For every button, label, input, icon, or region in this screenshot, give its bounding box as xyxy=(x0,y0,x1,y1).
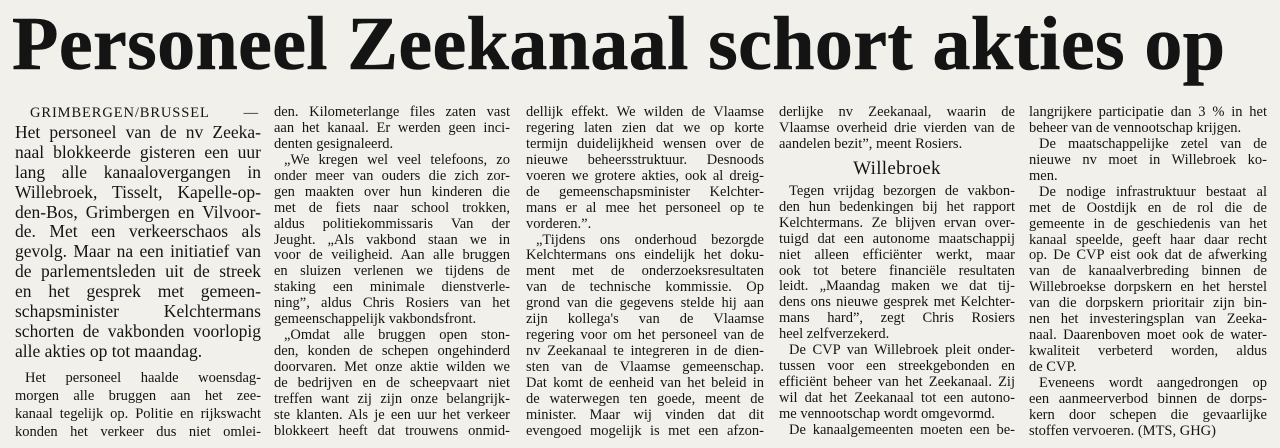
text-line: voor de veiligheid. Aan alle bruggen xyxy=(274,247,510,264)
paragraph xyxy=(15,369,261,441)
paragraph xyxy=(274,153,510,328)
text-line: aandelen bezit”, meent Rosiers. xyxy=(779,135,963,152)
text-line: mans er al mee het personeel op te xyxy=(526,199,764,216)
text-line: aldus politiekommissaris Van der xyxy=(274,215,510,232)
text-line: evengoed mogelijk is met een afzon- xyxy=(526,422,764,439)
text-line: gen maakten over hun kinderen die xyxy=(274,183,510,200)
text-line: minister. Maar wij vinden dat dit xyxy=(526,406,764,423)
text-line: nieuwe nv moet in Willebroek ko- xyxy=(1029,151,1267,168)
text-line: ook tot betere financiële resultaten xyxy=(779,262,1015,279)
text-line: kanaal speelde, geeft haar daar recht xyxy=(1029,231,1267,248)
text-line: wil dat het Zeekanaal tot een autono- xyxy=(779,390,1015,406)
paragraph xyxy=(779,343,1015,423)
text-line: Tegen vrijdag bezorgen de vakbon- xyxy=(789,182,1015,199)
subheading: Willebroek xyxy=(853,157,941,179)
paragraph xyxy=(1029,185,1267,376)
text-line: schapsminister Kelchtermans xyxy=(15,301,261,322)
text-line: de waterwegen ten goede, meent de xyxy=(526,390,764,407)
text-line: termijn duidelijkheid wensen over de xyxy=(526,135,764,152)
text-line: dellijk effekt. We wilden de Vlaamse xyxy=(526,104,764,120)
text-line: Het personeel haalde woensdag- xyxy=(25,369,261,386)
text-line: onder meer van ouders die zich zor- xyxy=(274,167,510,184)
text-line: De nodige infrastruktuur bestaat al xyxy=(1039,183,1267,200)
text-line: den. Kilometerlange files zaten vast xyxy=(274,104,510,120)
article-column-1 xyxy=(15,105,261,441)
text-line: ste klanten. Als je een uur het verkeer xyxy=(274,406,510,423)
text-line: Dat komt de eenheid van het beleid in xyxy=(526,374,764,391)
text-line: Jeught. „Als vakbond staan we in xyxy=(274,231,510,248)
column-text xyxy=(274,105,510,440)
text-line: Kelchtermans ons eindelijk het doku- xyxy=(526,247,764,264)
column-text xyxy=(526,105,764,440)
text-line: langrijkere participatie dan 3 % in het xyxy=(1029,104,1267,120)
text-line: blokkeert heeft dat trouwens onmid- xyxy=(274,422,510,439)
text-line: derlijke nv Zeekanaal, waarin de xyxy=(779,104,1015,120)
text-line: kanaal tegelijk op. Politie en rijkswacht xyxy=(15,405,261,422)
article-column-4 xyxy=(779,105,1015,439)
text-line: efficiënt beheer van het Zeekanaal. Zij xyxy=(779,374,1015,391)
dateline xyxy=(15,105,261,121)
text-line: De maatschappelijke zetel van de xyxy=(1039,135,1267,152)
text-line: mans hard”, zegt Chris Rosiers xyxy=(779,310,1015,327)
text-line: een aanmeerverbod binnen de dorps- xyxy=(1029,390,1267,407)
text-line: treffen want zij zijn onze belangrijk- xyxy=(274,390,510,407)
text-line: alle akties op tot maandag. xyxy=(15,340,203,361)
column-text xyxy=(15,369,261,441)
text-line: konden het verkeer dus niet omlei- xyxy=(15,423,261,440)
text-line: me vennootschap wordt omgevormd. xyxy=(779,405,995,422)
text-line: regering laten zien dat we op korte xyxy=(526,119,764,136)
text-line: beheer van de vennootschap krijgen. xyxy=(1029,119,1242,136)
text-line: de gemeenschapsminister Kelchter- xyxy=(526,183,764,200)
text-line: Willebroekse dorpskern en het herstel xyxy=(1029,279,1267,296)
dateline-place: GRIMBERGEN/BRUSSEL xyxy=(30,105,210,121)
text-line: grond van die gegevens stelde hij aan xyxy=(526,295,764,312)
text-line: De kanaalgemeenten moeten een be- xyxy=(789,421,1015,438)
article-column-3 xyxy=(526,105,764,440)
text-line: „We kregen wel veel telefoons, zo xyxy=(284,151,510,168)
text-line: de CVP. xyxy=(1029,359,1077,375)
text-line: en het gesprek met gemeen- xyxy=(15,281,261,302)
text-line: nv Zeekanaal te integreren in de dien- xyxy=(526,343,764,360)
paragraph xyxy=(1029,376,1267,440)
text-line: doorvaren. Met onze aktie wilden we xyxy=(274,359,510,375)
text-line: de. Met een verkeerschaos als xyxy=(15,221,261,242)
text-line: schorten de vakbonden voorlopig xyxy=(15,320,261,341)
text-line: De CVP van Willebroek pleit onder- xyxy=(789,342,1015,359)
text-line: den-Bos, Grimbergen en Vilvoor- xyxy=(15,201,261,222)
text-line: men. xyxy=(1029,167,1058,184)
paragraph xyxy=(274,328,510,440)
text-line: nen het investeringsplan van Zeeka- xyxy=(1029,311,1267,328)
text-line: tuigd dat een autonome maatschappij xyxy=(779,230,1015,247)
text-line: heel zelfverzekerd. xyxy=(779,326,890,343)
headline: Personeel Zeekanaal schort akties op xyxy=(12,2,1226,86)
article-column-2 xyxy=(274,105,510,440)
paragraph xyxy=(1029,105,1267,137)
text-line: de parlementsleden uit de streek xyxy=(15,261,261,282)
text-line: den hun bedenkingen bij het rapport xyxy=(779,198,1015,215)
text-line: gemeenschappelijk vakbondsfront. xyxy=(274,311,477,328)
paragraph xyxy=(779,184,1015,343)
text-line: kwaliteit verbeterd worden, aldus xyxy=(1029,343,1267,360)
column-text xyxy=(779,184,1015,439)
text-line: nieuwe beheersstruktuur. Desnoods xyxy=(526,151,764,168)
text-line: vorderen.”. xyxy=(526,215,592,232)
text-line: ment met de onderzoeksresultaten xyxy=(526,263,764,280)
text-line: denten gesignaleerd. xyxy=(274,135,394,152)
text-line: op. De CVP eist ook dat de afwerking xyxy=(1029,247,1267,264)
column-text xyxy=(1029,105,1267,440)
paragraph xyxy=(779,105,1015,153)
text-line: niet alleen efficiënter werkt, maar xyxy=(779,246,1015,263)
text-line: gemeente in de geschiedenis van het xyxy=(1029,215,1267,232)
text-line: sten van de Vlaamse gemeenschap. xyxy=(526,359,764,375)
text-line: met de Oostdijk en de rol die de xyxy=(1029,199,1267,216)
text-line: ning”, aldus Chris Rosiers van het xyxy=(274,295,510,312)
lead-paragraph xyxy=(15,123,261,362)
text-line: met de fiets naar school trokken, xyxy=(274,199,510,216)
text-line: Het personeel van de nv Zeeka- xyxy=(15,122,261,142)
text-line: zijn kollega's van de Vlaamse xyxy=(526,311,764,328)
text-line: Eveneens wordt aangedrongen op xyxy=(1039,374,1267,391)
paragraph xyxy=(526,233,764,440)
text-line: aan het kanaal. Er werden geen inci- xyxy=(274,119,510,136)
text-line: „Tijdens ons onderhoud bezorgde xyxy=(536,231,764,248)
text-line: dens ons nieuwe gesprek met Kelchter- xyxy=(779,294,1015,311)
text-line: stoffen vervoeren. (MTS, GHG) xyxy=(1029,422,1216,439)
text-line: de bedrijven en de scheepvaart niet xyxy=(274,374,510,391)
paragraph xyxy=(1029,137,1267,185)
text-line: van de technische kommissie. Op xyxy=(526,279,764,296)
text-line: van die dorpskern prioritair zijn bin- xyxy=(1029,295,1267,312)
text-line: naal blokkeerde gisteren een uur xyxy=(15,141,261,162)
text-line: „Omdat alle bruggen open ston- xyxy=(284,327,510,344)
article-column-5 xyxy=(1029,105,1267,440)
paragraph xyxy=(526,105,764,233)
paragraph xyxy=(779,423,1015,439)
text-line: van de kanaalverbreding binnen de xyxy=(1029,263,1267,280)
text-line: lang alle kanaalovergangen in xyxy=(15,161,261,182)
dateline-dash: — xyxy=(243,105,259,121)
text-line: naal. Daarenboven moet ook de water- xyxy=(1029,327,1267,344)
text-line: leidt. „Maandag maken we dat tij- xyxy=(779,278,1015,295)
text-line: gevolg. Maar na een initiatief van xyxy=(15,241,261,262)
text-line: en sluizen verlenen we tijdens de xyxy=(274,263,510,280)
text-line: kern door schepen die gevaarlijke xyxy=(1029,406,1267,423)
text-line: Vlaamse overheid drie vierden van de xyxy=(779,119,1015,136)
text-line: Willebroek, Tisselt, Kapelle-op- xyxy=(15,181,261,202)
paragraph xyxy=(274,105,510,153)
text-line: den, konden de schepen ongehinderd xyxy=(274,343,510,360)
text-line: voeren we grotere akties, ook al dreig- xyxy=(526,167,764,184)
text-line: morgen alle bruggen aan het zee- xyxy=(15,387,261,404)
text-line: tussen voor een streekgebonden en xyxy=(779,358,1015,375)
text-line: staking een minimale dienstverle- xyxy=(274,279,510,296)
text-line: Kelchtermans. Ze blijven ervan over- xyxy=(779,214,1015,231)
text-line: regering voor om het personeel van de xyxy=(526,327,764,344)
column-text xyxy=(779,105,1015,153)
